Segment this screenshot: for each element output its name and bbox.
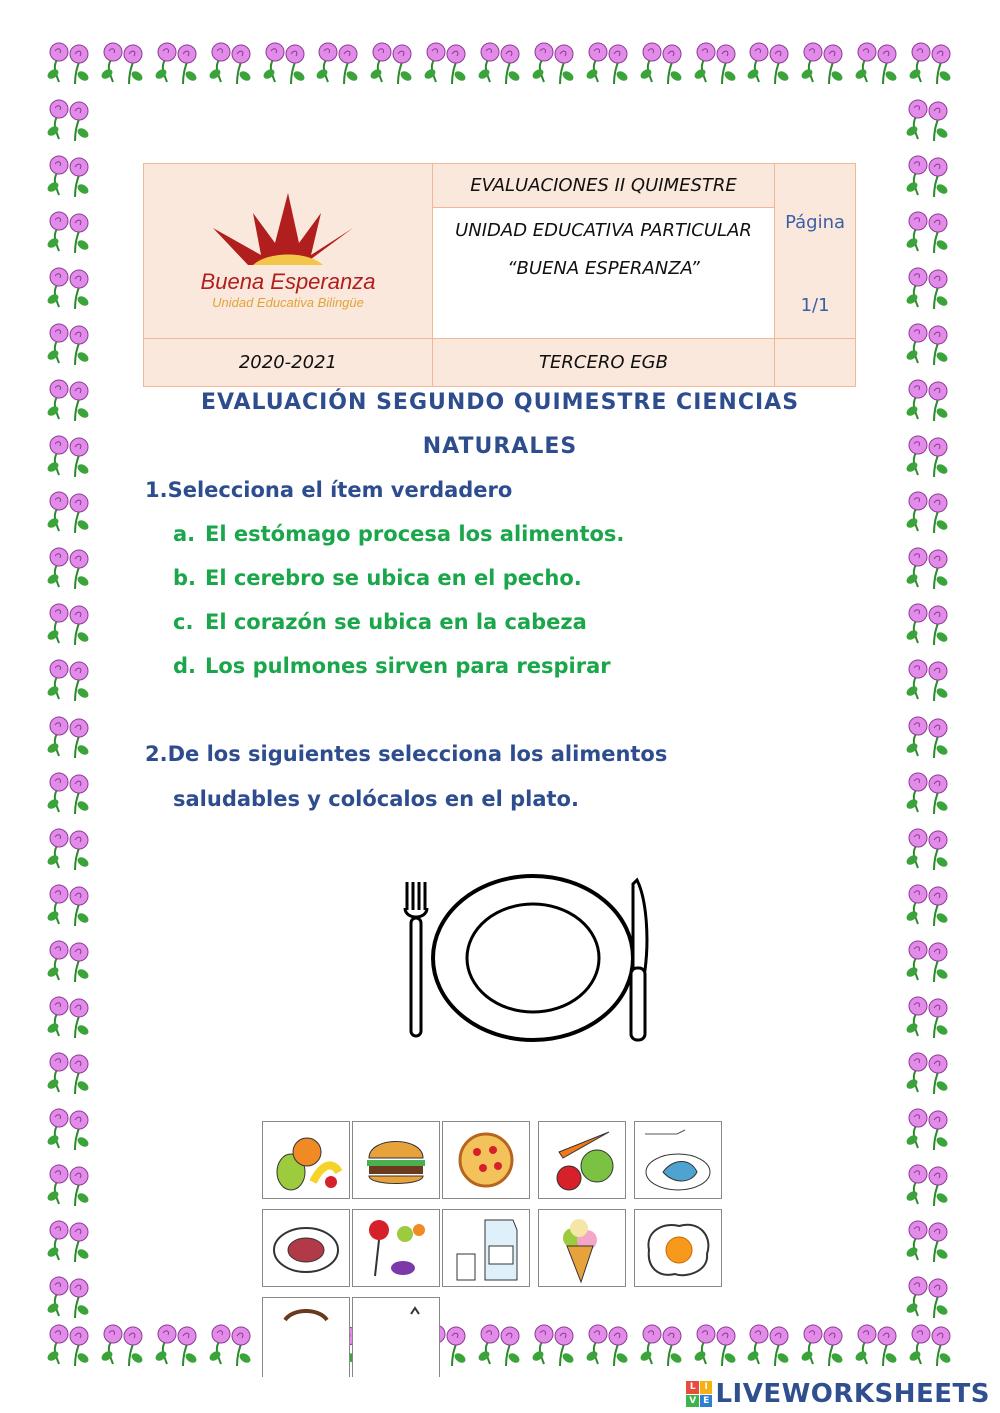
rose-icon <box>904 151 952 199</box>
rose-icon <box>45 1216 93 1264</box>
rose-icon <box>99 1320 147 1368</box>
rose-icon <box>45 1272 93 1320</box>
rose-icon <box>904 487 952 535</box>
fish-icon <box>635 1122 721 1198</box>
rose-icon <box>45 992 93 1040</box>
exam-title-line1: EVALUACIÓN SEGUNDO QUIMESTRE CIENCIAS <box>200 390 800 415</box>
rose-icon <box>45 263 93 311</box>
rose-icon <box>153 38 201 86</box>
rose-border-left <box>45 95 101 1320</box>
liveworksheets-watermark <box>686 1379 990 1409</box>
rose-icon <box>907 1320 955 1368</box>
question-2 <box>145 742 667 766</box>
rose-icon <box>45 1320 93 1368</box>
rose-icon <box>45 431 93 479</box>
liveworksheets-text: LIVEWORKSHEETS <box>715 1379 990 1409</box>
rose-border-bottom <box>45 1320 955 1376</box>
rose-icon <box>904 936 952 984</box>
food-card-hamburger[interactable] <box>352 1121 440 1199</box>
food-card-fruits[interactable] <box>262 1121 350 1199</box>
rose-icon <box>904 1216 952 1264</box>
rose-icon <box>745 38 793 86</box>
rose-icon <box>261 38 309 86</box>
food-card-fish[interactable] <box>634 1121 722 1199</box>
rose-icon <box>638 38 686 86</box>
school-logo <box>153 173 423 323</box>
option-a[interactable] <box>173 522 624 546</box>
rose-icon <box>45 207 93 255</box>
food-card-partial[interactable] <box>352 1297 440 1377</box>
rose-icon <box>907 38 955 86</box>
rose-icon <box>476 38 524 86</box>
rose-icon <box>45 655 93 703</box>
food-card-milk[interactable] <box>442 1209 530 1287</box>
option-letter: d. <box>173 654 197 678</box>
question-2-text-line1: De los siguientes selecciona los alimentos <box>167 742 668 766</box>
rose-icon <box>45 880 93 928</box>
rose-icon <box>45 319 93 367</box>
page-cell <box>775 164 856 339</box>
option-b[interactable] <box>173 566 582 590</box>
rose-icon <box>530 1320 578 1368</box>
rose-icon <box>45 543 93 591</box>
option-text: El corazón se ubica en la cabeza <box>205 610 587 634</box>
rose-icon <box>904 1160 952 1208</box>
rose-icon <box>45 487 93 535</box>
fried-egg-icon <box>635 1210 721 1286</box>
rose-icon <box>45 824 93 872</box>
rose-icon <box>45 599 93 647</box>
rose-icon <box>45 1104 93 1152</box>
option-d[interactable] <box>173 654 611 678</box>
food-card-steak[interactable] <box>262 1209 350 1287</box>
rose-icon <box>745 1320 793 1368</box>
rose-icon <box>207 1320 255 1368</box>
option-letter: b. <box>173 566 197 590</box>
rose-icon <box>904 1048 952 1096</box>
rose-border-right <box>904 95 960 1320</box>
exam-title-line2: NATURALES <box>422 434 578 459</box>
rose-icon <box>904 543 952 591</box>
rose-icon <box>904 1272 952 1320</box>
option-text: El estómago procesa los alimentos. <box>205 522 625 546</box>
option-letter: c. <box>173 610 194 634</box>
rose-icon <box>45 375 93 423</box>
rose-icon <box>45 38 93 86</box>
option-text: Los pulmones sirven para respirar <box>205 654 611 678</box>
item-icon <box>353 1298 439 1328</box>
ice-cream-icon <box>539 1210 625 1286</box>
rose-icon <box>692 38 740 86</box>
fruits-icon <box>263 1122 349 1198</box>
knife-icon <box>631 880 647 1040</box>
rose-icon <box>853 38 901 86</box>
rose-icon <box>45 712 93 760</box>
header-table <box>143 163 856 387</box>
rose-icon <box>45 151 93 199</box>
question-1-number: 1. <box>145 478 168 502</box>
steak-icon <box>263 1210 349 1286</box>
rose-icon <box>904 824 952 872</box>
empty-cell <box>775 338 856 386</box>
rose-icon <box>904 95 952 143</box>
rose-icon <box>904 375 952 423</box>
food-card-egg[interactable] <box>634 1209 722 1287</box>
food-card-vegetables[interactable] <box>538 1121 626 1199</box>
option-text: El cerebro se ubica en el pecho. <box>205 566 582 590</box>
liveworksheets-logo-icon: L I V E <box>686 1381 712 1407</box>
rose-icon <box>799 38 847 86</box>
rose-icon <box>45 95 93 143</box>
logo-title: Buena Esperanza <box>200 269 376 295</box>
rose-icon <box>45 936 93 984</box>
rose-icon <box>904 1104 952 1152</box>
rose-icon <box>904 880 952 928</box>
rose-icon <box>904 655 952 703</box>
rose-icon <box>476 1320 524 1368</box>
rose-icon <box>638 1320 686 1368</box>
rose-icon <box>314 38 362 86</box>
page-number: 1/1 <box>800 295 830 316</box>
candy-icon <box>353 1210 439 1286</box>
rose-icon <box>368 38 416 86</box>
food-card-pizza[interactable] <box>442 1121 530 1199</box>
hamburger-icon <box>353 1122 439 1198</box>
rose-icon <box>153 1320 201 1368</box>
food-card-ice-cream[interactable] <box>538 1209 626 1287</box>
plate-icon <box>433 876 633 1040</box>
option-c[interactable] <box>173 610 587 634</box>
rose-icon <box>904 768 952 816</box>
rose-icon <box>799 1320 847 1368</box>
rose-icon <box>904 599 952 647</box>
rose-icon <box>99 38 147 86</box>
vegetables-icon <box>539 1122 625 1198</box>
rose-icon <box>904 431 952 479</box>
school-name-line2: “BUENA ESPERANZA” <box>432 252 774 338</box>
school-year: 2020-2021 <box>144 338 433 386</box>
question-2-text-line2: saludables y colócalos en el plato. <box>173 787 579 811</box>
rose-icon <box>904 319 952 367</box>
grade-label: TERCERO EGB <box>432 338 774 386</box>
rose-icon <box>904 992 952 1040</box>
plate-drop-zone[interactable] <box>395 870 655 1050</box>
question-2-number: 2. <box>145 742 168 766</box>
pizza-icon <box>443 1122 529 1198</box>
logo-subtitle: Unidad Educativa Bilingüe <box>212 295 364 311</box>
milk-icon <box>443 1210 529 1286</box>
rose-icon <box>904 263 952 311</box>
rose-icon <box>584 38 632 86</box>
rose-icon <box>45 1160 93 1208</box>
rose-icon <box>422 38 470 86</box>
food-card-bread[interactable] <box>262 1297 350 1377</box>
rose-icon <box>45 1048 93 1096</box>
rose-icon <box>692 1320 740 1368</box>
rose-icon <box>207 38 255 86</box>
header-title: EVALUACIONES II QUIMESTRE <box>432 164 774 208</box>
school-name-line1: UNIDAD EDUCATIVA PARTICULAR <box>432 208 774 252</box>
question-1 <box>145 478 512 502</box>
fork-icon <box>405 882 427 1036</box>
rose-icon <box>904 207 952 255</box>
page-label: Página <box>785 212 846 233</box>
rose-icon <box>853 1320 901 1368</box>
rose-icon <box>530 38 578 86</box>
rose-icon <box>584 1320 632 1368</box>
rose-icon <box>904 712 952 760</box>
food-card-candy[interactable] <box>352 1209 440 1287</box>
rose-icon <box>45 768 93 816</box>
question-1-text: Selecciona el ítem verdadero <box>167 478 513 502</box>
bread-icon <box>263 1298 349 1328</box>
school-logo-cell <box>144 164 433 339</box>
option-letter: a. <box>173 522 196 546</box>
rose-border-top <box>45 38 955 94</box>
